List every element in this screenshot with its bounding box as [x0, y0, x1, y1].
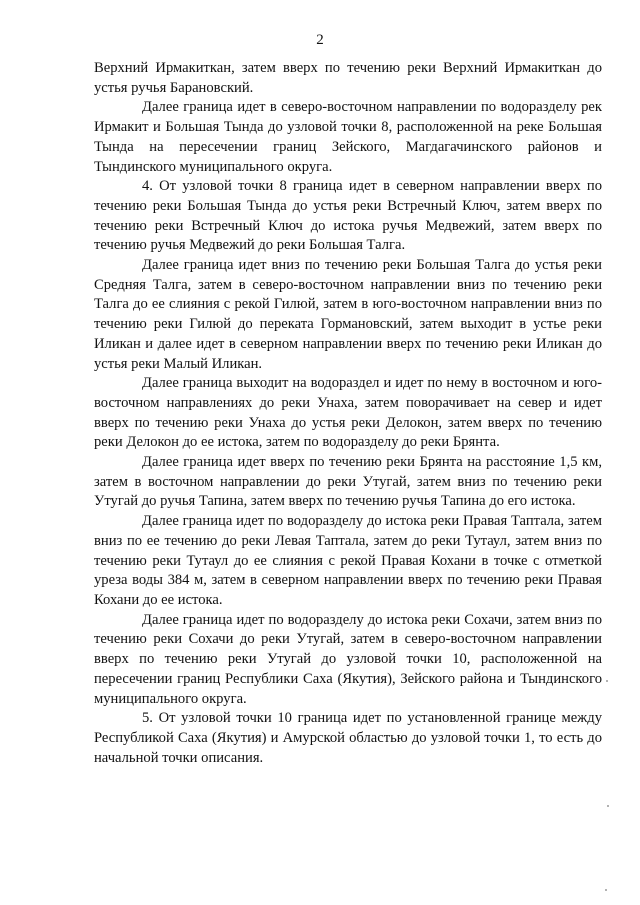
scan-mark: [606, 680, 608, 682]
scan-mark: [607, 805, 609, 807]
paragraph-item-5: 5. От узловой точки 10 граница идет по установленной границе между Республикой Саха (Якутия) и Амурской областью до узловой точки 1, то есть до начальной точки описания.: [94, 710, 602, 766]
paragraph-sokhachi: Далее граница идет по водоразделу до истока реки Сохачи, затем вниз по течению реки Сохачи до реки Утугай, затем в северо-восточном направлении вверх по течению реки Утугай до узловой точки 10, расположенной на пересечении границ Республики Саха (Якутия), Зейского района и Тындинского муниципального округа.: [94, 611, 602, 707]
paragraph-bryanta: Далее граница идет вверх по течению реки Брянта на расстояние 1,5 км, затем в восточном направлении до реки Утугай, затем вниз по течению реки Утугай до ручья Тапина, затем вверх по течению ручья Тапина до его истока.: [94, 454, 602, 510]
paragraph-continuation: Верхний Ирмакиткан, затем вверх по течению реки Верхний Ирмакиткан до устья ручья Барановский.: [94, 60, 602, 96]
document-body: [94, 59, 602, 768]
paragraph-pravaya-taptala: Далее граница идет по водоразделу до истока реки Правая Таптала, затем вниз по ее течению до реки Левая Таптала, затем до реки Тутаул, затем вниз по течению реки Тутаул до ее слияния с рекой Правая Кохани в точке с отметкой уреза воды 384 м, затем в северном направлении вверх по течению реки Правая Кохани до ее истока.: [94, 513, 602, 608]
paragraph-boundary-northeast: Далее граница идет в северо-восточном направлении по водоразделу рек Ирмакит и Большая Тында до узловой точки 8, расположенной на реке Большая Тында на пересечении границ Зейского, Магдагачинского районов и Тындинского муниципального округа.: [94, 99, 602, 175]
page-number: 2: [316, 32, 324, 48]
scan-mark: [605, 889, 607, 891]
paragraph-watershed-unakha: Далее граница выходит на водораздел и идет по нему в восточном и юго-восточном направлениях до реки Унаха, затем поворачивает на север и идет вверх по течению реки Унаха до устья реки Делокон, затем вверх по течению реки Делокон до ее истока, затем по водоразделу до реки Брянта.: [94, 375, 602, 451]
paragraph-item-4: 4. От узловой точки 8 граница идет в северном направлении вверх по течению реки Большая Тында до устья реки Встречный Ключ, затем вверх по течению реки Встречный Ключ до истока ручья Медвежий, затем вверх по течению ручья Медвежий до реки Большая Талга.: [94, 178, 602, 254]
paragraph-bolshaya-talga: Далее граница идет вниз по течению реки Большая Талга до устья реки Средняя Талга, затем в северо-восточном направлении вниз по течению реки Талга до ее слияния с рекой Гилюй, затем в юго-восточном направлении вниз по течению реки Гилюй до переката Гормановский, затем выходит в устье реки Иликан и далее идет в северном направлении вверх по течению реки Иликан до устья реки Малый Иликан.: [94, 257, 602, 372]
